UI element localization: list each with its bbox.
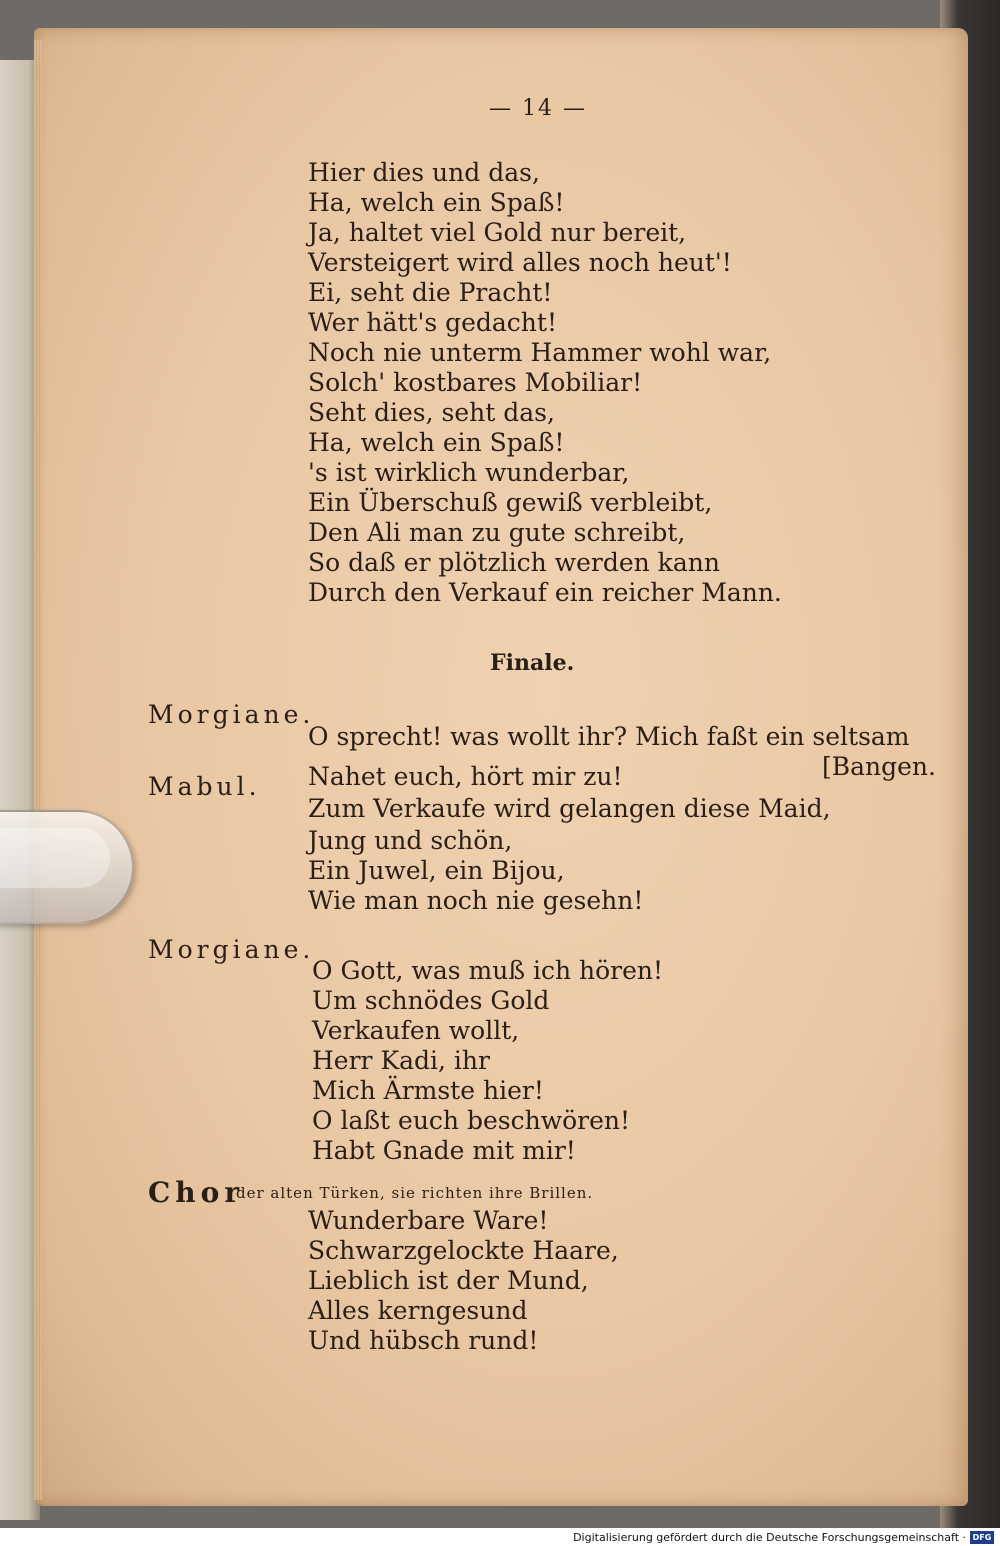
dialogue-line: Wie man noch nie gesehn! bbox=[308, 886, 644, 915]
speaker-name: Morgiane. bbox=[148, 700, 315, 729]
verse-line: Ei, seht die Pracht! bbox=[308, 278, 553, 307]
dialogue-line: O laßt euch beschwören! bbox=[312, 1106, 631, 1135]
verse-line: Hier dies und das, bbox=[308, 158, 540, 187]
dfg-logo: DFG bbox=[970, 1531, 994, 1544]
page-number: — 14 — bbox=[489, 96, 587, 121]
verse-line: Ja, haltet viel Gold nur bereit, bbox=[308, 218, 687, 247]
verse-line: Ha, welch ein Spaß! bbox=[308, 188, 565, 217]
dialogue-line: Und hübsch rund! bbox=[308, 1326, 539, 1355]
dialogue-line: O sprecht! was wollt ihr? Mich faßt ein seltsam bbox=[308, 722, 910, 751]
verse-line: 's ist wirklich wunderbar, bbox=[308, 458, 630, 487]
verse-line: So daß er plötzlich werden kann bbox=[308, 548, 720, 577]
dialogue-line: Jung und schön, bbox=[308, 826, 513, 855]
dialogue-line: O Gott, was muß ich hören! bbox=[312, 956, 664, 985]
dialogue-line: Ein Juwel, ein Bijou, bbox=[308, 856, 565, 885]
verse-line: Ein Überschuß gewiß verbleibt, bbox=[308, 488, 713, 517]
dialogue-line: Herr Kadi, ihr bbox=[312, 1046, 490, 1075]
footer-credit: Digitalisierung gefördert durch die Deutsche Forschungsgemeinschaft · bbox=[573, 1531, 966, 1544]
page-edge bbox=[34, 40, 42, 1500]
speaker-name: Morgiane. bbox=[148, 935, 315, 964]
page-clip-highlight bbox=[0, 828, 110, 888]
dialogue-line: Lieblich ist der Mund, bbox=[308, 1266, 589, 1295]
verse-line: Seht dies, seht das, bbox=[308, 398, 555, 427]
stage-direction: der alten Türken, sie richten ihre Brillen. bbox=[236, 1184, 594, 1202]
speaker-name: Mabul. bbox=[148, 772, 261, 801]
verse-line: Noch nie unterm Hammer wohl war, bbox=[308, 338, 772, 367]
dialogue-line: Alles kerngesund bbox=[308, 1296, 528, 1325]
dialogue-line: Um schnödes Gold bbox=[312, 986, 550, 1015]
speaker-name: Chor bbox=[148, 1176, 245, 1209]
dialogue-line: Habt Gnade mit mir! bbox=[312, 1136, 576, 1165]
dialogue-line: Nahet euch, hört mir zu! bbox=[308, 762, 623, 791]
verse-line: Wer hätt's gedacht! bbox=[308, 308, 557, 337]
verse-line: Durch den Verkauf ein reicher Mann. bbox=[308, 578, 782, 607]
dialogue-line: Zum Verkaufe wird gelangen diese Maid, bbox=[308, 794, 831, 823]
verse-line: Solch' kostbares Mobiliar! bbox=[308, 368, 643, 397]
dialogue-continuation: [Bangen. bbox=[822, 752, 936, 781]
dialogue-line: Verkaufen wollt, bbox=[312, 1016, 520, 1045]
verse-line: Versteigert wird alles noch heut'! bbox=[308, 248, 732, 277]
dialogue-line: Mich Ärmste hier! bbox=[312, 1076, 544, 1105]
dialogue-line: Schwarzgelockte Haare, bbox=[308, 1236, 619, 1265]
section-heading: Finale. bbox=[490, 650, 575, 676]
verse-line: Ha, welch ein Spaß! bbox=[308, 428, 565, 457]
verse-line: Den Ali man zu gute schreibt, bbox=[308, 518, 686, 547]
dialogue-line: Wunderbare Ware! bbox=[308, 1206, 549, 1235]
